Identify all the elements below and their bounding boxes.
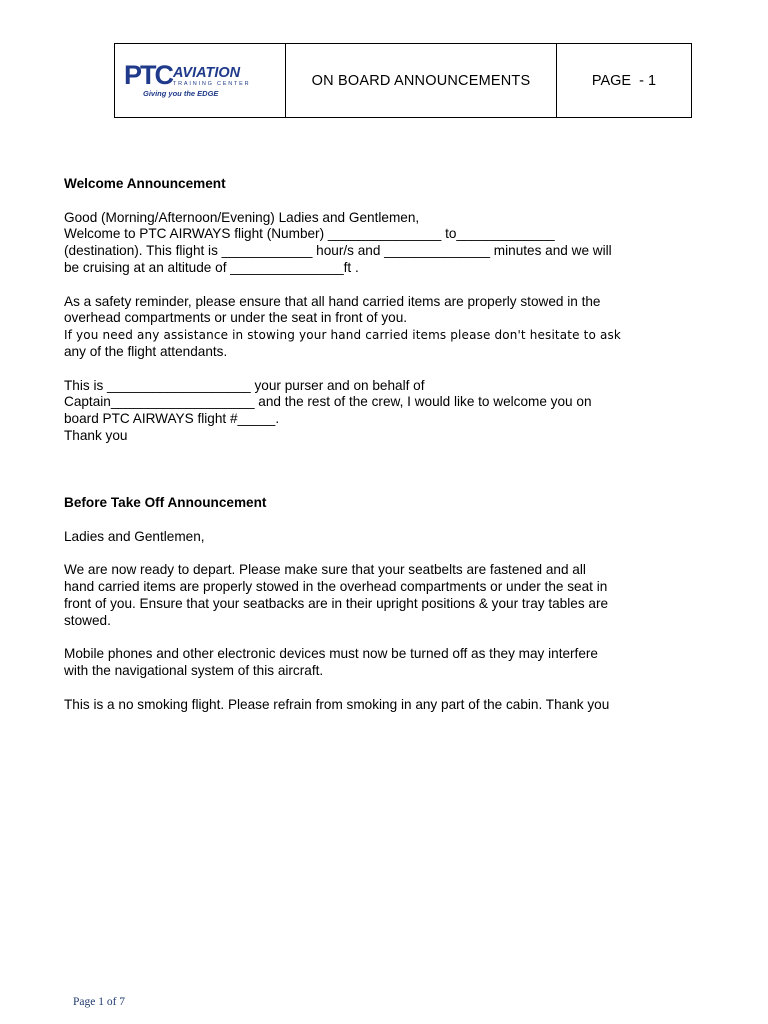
document-title: ON BOARD ANNOUNCEMENTS bbox=[286, 44, 557, 117]
page-label bbox=[557, 44, 691, 117]
logo-aviation-text: AVIATION bbox=[173, 65, 241, 82]
section-spacer bbox=[64, 462, 694, 496]
welcome-paragraph-2c: any of the flight attendants. bbox=[64, 343, 228, 359]
before-takeoff-paragraph-1: Ladies and Gentlemen, bbox=[64, 528, 205, 544]
page-footer: Page 1 of 7 bbox=[73, 996, 126, 1008]
page-label-text: PAGE - 1 bbox=[591, 72, 657, 89]
before-takeoff-paragraph-2: We are now ready to depart. Please make sure that your seatbelts are fastened and all hand carried items are properly stowed in the overhead compartments or under the seat in front of you. Ensure that your seatbacks are in their upright positions & your tray tables are stowed. bbox=[64, 562, 609, 628]
welcome-paragraph-1: Good (Morning/Afternoon/Evening) Ladies and Gentlemen, Welcome to PTC AIRWAYS flight (Number) _______________ to_____________ (destination). This flight is ____________ hour/s and ______________ minutes and we will be cruising at an altitude of _______________ft . bbox=[64, 209, 612, 275]
welcome-paragraph-3: This is ___________________ your purser and on behalf of Captain___________________ and the rest of the crew, I would like to welcome you on board PTC AIRWAYS flight #_____. Thank you bbox=[64, 377, 592, 443]
logo-tagline: Giving you the EDGE bbox=[143, 89, 219, 99]
before-takeoff-paragraph-4: This is a no smoking flight. Please refrain from smoking in any part of the cabin. Thank you bbox=[64, 696, 610, 712]
document-body bbox=[64, 176, 694, 730]
company-logo bbox=[115, 44, 286, 117]
logo-ptc-text: PTC bbox=[124, 59, 172, 90]
welcome-paragraph-2a: As a safety reminder, please ensure that all hand carried items are properly stowed in the overhead compartments or under the seat in front of you. bbox=[64, 293, 601, 326]
welcome-paragraph-2b: If you need any assistance in stowing your hand carried items please don't hesitate to ask bbox=[64, 328, 621, 343]
welcome-paragraph-2 bbox=[64, 294, 694, 361]
before-takeoff-heading: Before Take Off Announcement bbox=[64, 495, 267, 511]
before-takeoff-paragraph-3: Mobile phones and other electronic devices must now be turned off as they may interfere with the navigational system of this aircraft. bbox=[64, 646, 598, 679]
document-header bbox=[114, 43, 692, 118]
logo-training-center-text: TRAINING CENTER bbox=[173, 80, 251, 87]
welcome-heading: Welcome Announcement bbox=[64, 176, 226, 191]
